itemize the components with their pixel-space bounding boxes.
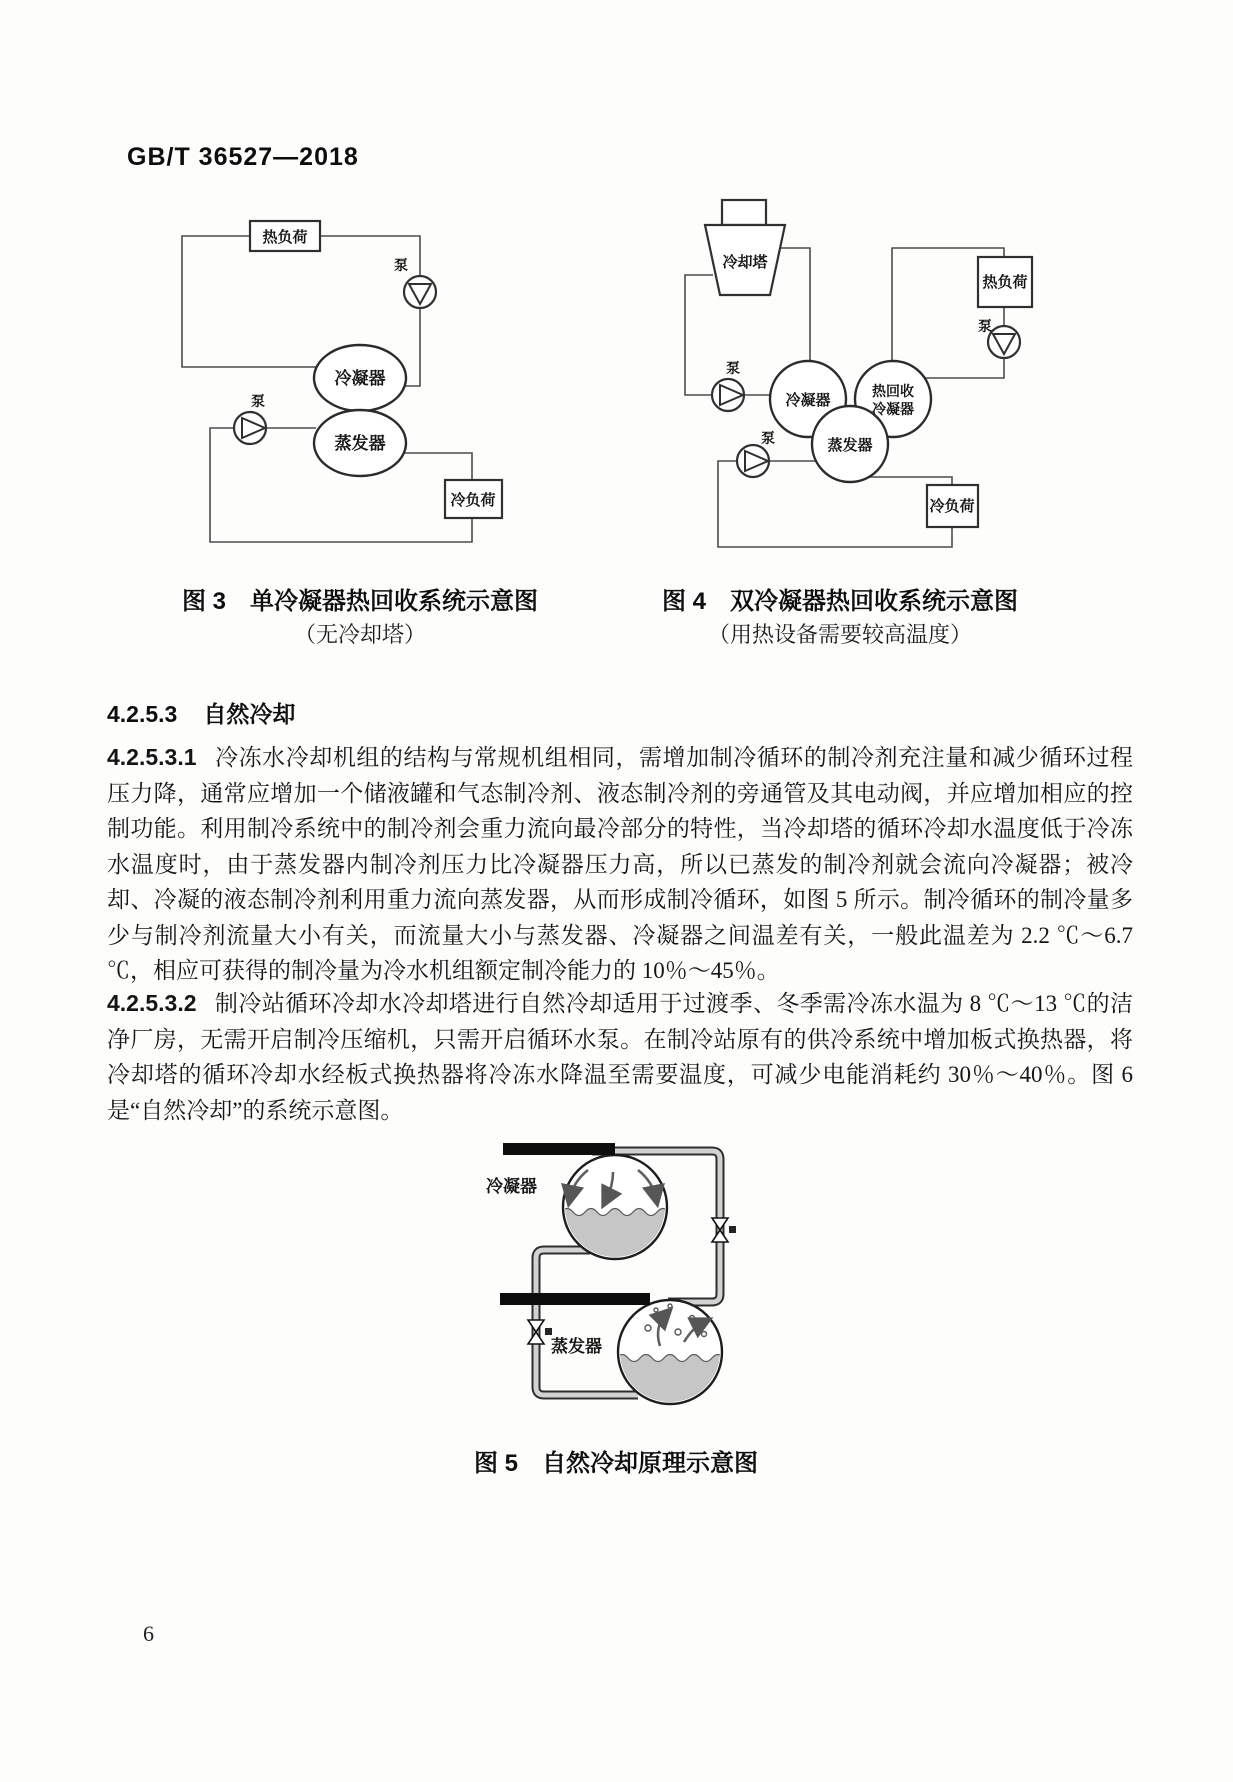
clause-text: 冷冻水冷却机组的结构与常规机组相同，需增加制冷循环的制冷剂充注量和减少循环过程压力降，通常应增加一个储液罐和气态制冷剂、液态制冷剂的旁通管及其电动阀，并应增加相应的控制功能。利用制冷系统中的制冷剂会重力流向最冷部分的特性，当冷却塔的循环冷却水温度低于冷冻水温度时，由于蒸发器内制冷剂压力比冷凝器压力高，所以已蒸发的制冷剂就会流向冷凝器；被冷却、冷凝的液态制冷剂利用重力流向蒸发器，从而形成制冷循环，如图 5 所示。制冷循环的制冷量多少与制冷剂流量大小有关，而流量大小与蒸发器、冷凝器之间温差有关，一般此温差为 2.2 ℃～6.7 ℃，相应可获得的制冷量为冷水机组额定制冷能力的 10％～45％。 [107, 745, 1133, 983]
cooling-tower-label: 冷却塔 [722, 254, 768, 271]
cooling-tower-top [722, 200, 766, 225]
evaporator-label: 蒸发器 [551, 1337, 602, 1356]
pump-label: 泵 [761, 430, 775, 446]
pump-label: 泵 [394, 257, 408, 273]
evaporator-label: 蒸发器 [827, 437, 873, 454]
figure5-diagram [420, 1130, 800, 1420]
section-heading-number: 4.2.5.3 [107, 701, 178, 727]
standard-number: GB/T 36527—2018 [127, 143, 359, 171]
pump-icon [404, 276, 436, 308]
clause-text: 制冷站循环冷却水冷却塔进行自然冷却适用于过渡季、冬季需冷冻水温为 8 ℃～13 ℃的洁净厂房，无需开启制冷压缩机，只需开启循环水泵。在制冷站原有的供冷系统中增加板式换热器，将冷却塔的循环冷却水经板式换热器将冷冻水降温至需要温度，可减少电能消耗约 30％～40％。图 6 是“自然冷却”的系统示意图。 [107, 991, 1133, 1123]
condenser-label: 冷凝器 [785, 392, 831, 409]
chilled-water-return-bar [500, 1293, 650, 1305]
pump-label: 泵 [978, 318, 992, 334]
figure4-caption: 图 4 双冷凝器热回收系统示意图 [661, 588, 1018, 615]
heat-recovery-condenser-label: 冷凝器 [872, 401, 914, 417]
figure5-caption: 图 5 自然冷却原理示意图 [473, 1450, 758, 1477]
figure4-caption-note: （用热设备需要较高温度） [707, 622, 972, 647]
pump-icon [234, 412, 266, 444]
clause-4-2-5-3-2 [107, 986, 1133, 1128]
pump-icon [712, 379, 744, 411]
evaporator-label: 蒸发器 [334, 434, 386, 453]
heat-load-label: 热负荷 [262, 229, 308, 246]
cold-load-label: 冷负荷 [450, 492, 496, 509]
figure4-diagram [600, 190, 1050, 550]
clause-number: 4.2.5.3.1 [107, 744, 197, 770]
condenser-label: 冷凝器 [334, 369, 386, 388]
pump-icon [737, 445, 769, 477]
pump-label: 泵 [251, 393, 265, 409]
page-number: 6 [143, 1621, 154, 1646]
figure3-caption-note: （无冷却塔） [293, 622, 426, 647]
cold-load-label: 冷负荷 [929, 498, 975, 515]
section-heading [107, 696, 295, 729]
pump-label: 泵 [726, 360, 740, 376]
condenser-label: 冷凝器 [486, 1177, 537, 1196]
clause-4-2-5-3-1 [107, 740, 1133, 989]
pump-icon [988, 326, 1020, 358]
section-heading-title: 自然冷却 [203, 701, 296, 727]
figure3-caption: 图 3 单冷凝器热回收系统示意图 [181, 588, 538, 615]
heat-recovery-condenser-label: 热回收 [872, 383, 914, 399]
clause-number: 4.2.5.3.2 [107, 990, 197, 1016]
chilled-water-header-bar [503, 1143, 615, 1155]
figure3-diagram [170, 190, 515, 550]
evaporator-liquid [616, 1355, 724, 1409]
heat-load-label: 热负荷 [982, 274, 1028, 291]
